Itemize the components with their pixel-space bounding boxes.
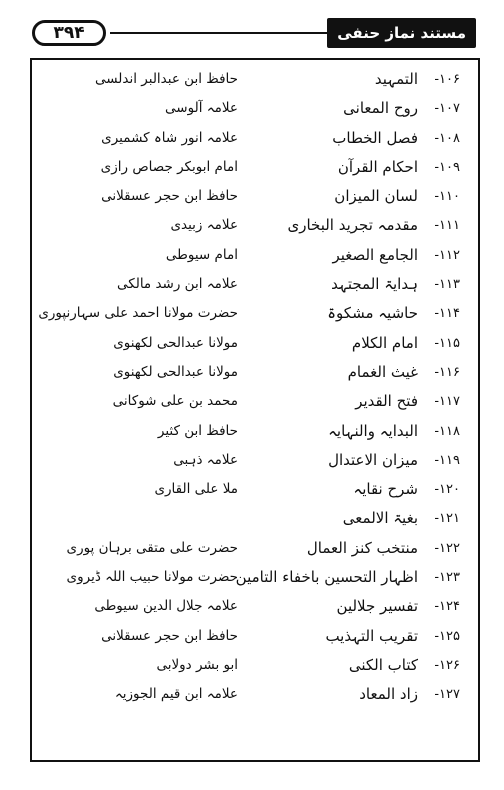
bibliography-entry bbox=[32, 97, 478, 126]
entry-title: الجامع الصغیر bbox=[332, 245, 418, 264]
entry-title: کتاب الکنی bbox=[348, 655, 418, 674]
bibliography-entry bbox=[32, 654, 478, 683]
entry-author: امام سیوطی bbox=[165, 246, 238, 263]
bibliography-entry bbox=[32, 185, 478, 214]
page-number: ۳۹۴ bbox=[32, 20, 106, 46]
entry-number: ۱۱۳- bbox=[434, 277, 460, 293]
bibliography-entry bbox=[32, 244, 478, 273]
entry-number: ۱۱۴- bbox=[434, 306, 460, 322]
entry-author: ابو بشر دولابی bbox=[156, 656, 238, 673]
entry-title: امام الکلام bbox=[351, 333, 418, 352]
entry-title: ہدایۃ المجتہد bbox=[331, 275, 418, 294]
entry-number: ۱۰۷- bbox=[434, 101, 460, 117]
bibliography-entry bbox=[32, 361, 478, 390]
entry-author: علامہ ابن رشد مالکی bbox=[117, 276, 238, 293]
entry-title: تفسیر جلالین bbox=[336, 597, 418, 616]
bibliography-entry bbox=[32, 390, 478, 419]
entry-author: امام ابوبکر جصاص رازی bbox=[100, 158, 238, 175]
entry-author: علامہ انور شاہ کشمیری bbox=[101, 129, 238, 146]
entry-number: ۱۲۱- bbox=[434, 511, 460, 527]
entry-title: غیث الغمام bbox=[347, 362, 418, 381]
entry-number: ۱۰۸- bbox=[434, 130, 460, 146]
entry-title: التمہید bbox=[374, 70, 418, 88]
entry-author: محمد بن علی شوکانی bbox=[112, 393, 238, 410]
entry-title: میزان الاعتدال bbox=[328, 450, 418, 469]
entry-author: علامہ ذہبی bbox=[173, 451, 238, 468]
entry-title: شرح نقایہ bbox=[353, 480, 418, 499]
bibliography-entry bbox=[32, 273, 478, 302]
entry-title: حاشیہ مشکوۃ bbox=[327, 304, 418, 323]
entry-author: حافظ ابن حجر عسقلانی bbox=[101, 627, 238, 644]
bibliography-entry bbox=[32, 566, 478, 595]
bibliography-entry bbox=[32, 332, 478, 361]
entry-author: حضرت مولانا حبیب اللہ ڈیروی bbox=[66, 569, 238, 586]
entry-title: بغیۃ الالمعی bbox=[342, 509, 418, 528]
entry-number: ۱۲۲- bbox=[434, 540, 460, 556]
bibliography-entry bbox=[32, 127, 478, 156]
bibliography-entry bbox=[32, 68, 478, 97]
bibliography-entry bbox=[32, 420, 478, 449]
entry-number: ۱۱۶- bbox=[434, 364, 460, 380]
entry-author: علامہ آلوسی bbox=[165, 100, 238, 117]
entry-title: منتخب کنز العمال bbox=[306, 538, 418, 557]
entry-number: ۱۱۲- bbox=[434, 247, 460, 263]
entry-number: ۱۱۷- bbox=[434, 394, 460, 410]
entry-number: ۱۱۰- bbox=[434, 189, 460, 205]
entry-title: اظہار التحسین باخفاء التامین bbox=[235, 568, 418, 587]
entry-number: ۱۱۹- bbox=[434, 452, 460, 468]
entry-author: حافظ ابن عبدالبر اندلسی bbox=[95, 71, 238, 87]
bibliography-entry bbox=[32, 507, 478, 536]
bibliography-entry bbox=[32, 214, 478, 243]
bibliography-entry bbox=[32, 478, 478, 507]
entry-number: ۱۲۰- bbox=[434, 482, 460, 498]
entry-number: ۱۱۵- bbox=[434, 335, 460, 351]
running-title: مستند نماز حنفی bbox=[327, 18, 476, 48]
bibliography-entry bbox=[32, 625, 478, 654]
entry-title: البدایہ والنہایہ bbox=[328, 421, 418, 440]
entry-author: علامہ ابن قیم الجوزیہ bbox=[114, 686, 238, 703]
entry-author: حضرت مولانا احمد علی سہارنپوری bbox=[38, 305, 238, 322]
page-header bbox=[30, 14, 480, 54]
entry-title: فتح القدیر bbox=[355, 392, 418, 411]
entry-author: مولانا عبدالحی لکھنوی bbox=[113, 363, 238, 380]
bibliography-entry bbox=[32, 156, 478, 185]
entry-title: تقریب التہذیب bbox=[325, 626, 418, 645]
entry-author: حافظ ابن حجر عسقلانی bbox=[101, 188, 238, 205]
entry-title: لسان المیزان bbox=[334, 187, 418, 206]
entry-title: روح المعانی bbox=[343, 99, 418, 118]
entry-title: احکام القرآن bbox=[337, 157, 418, 176]
entry-author: علامہ زبیدی bbox=[170, 217, 238, 234]
entry-author: حضرت علی متقی برہان پوری bbox=[66, 539, 238, 556]
bibliography-frame bbox=[30, 58, 480, 762]
bibliography-entry bbox=[32, 595, 478, 624]
entry-number: ۱۰۶- bbox=[434, 72, 460, 87]
entry-title: مقدمہ تجرید البخاری bbox=[287, 216, 418, 235]
entry-number: ۱۲۶- bbox=[434, 657, 460, 673]
bibliography-entry bbox=[32, 537, 478, 566]
entry-number: ۱۲۴- bbox=[434, 599, 460, 615]
entry-author: ملا علی القاری bbox=[154, 481, 238, 498]
entry-author: علامہ جلال الدین سیوطی bbox=[94, 598, 238, 615]
entry-number: ۱۲۳- bbox=[434, 570, 460, 586]
entry-title: فصل الخطاب bbox=[332, 128, 418, 147]
bibliography-entry bbox=[32, 683, 478, 712]
bibliography-entry bbox=[32, 302, 478, 331]
entry-number: ۱۲۵- bbox=[434, 628, 460, 644]
entry-number: ۱۲۷- bbox=[434, 687, 460, 703]
entry-author: مولانا عبدالحی لکھنوی bbox=[113, 334, 238, 351]
entry-number: ۱۰۹- bbox=[434, 159, 460, 175]
bibliography-entry bbox=[32, 449, 478, 478]
entry-number: ۱۱۸- bbox=[434, 423, 460, 439]
entry-author: حافظ ابن کثیر bbox=[157, 422, 238, 439]
entry-number: ۱۱۱- bbox=[434, 218, 460, 234]
entry-title: زاد المعاد bbox=[359, 685, 418, 704]
bibliography-list bbox=[32, 68, 478, 713]
